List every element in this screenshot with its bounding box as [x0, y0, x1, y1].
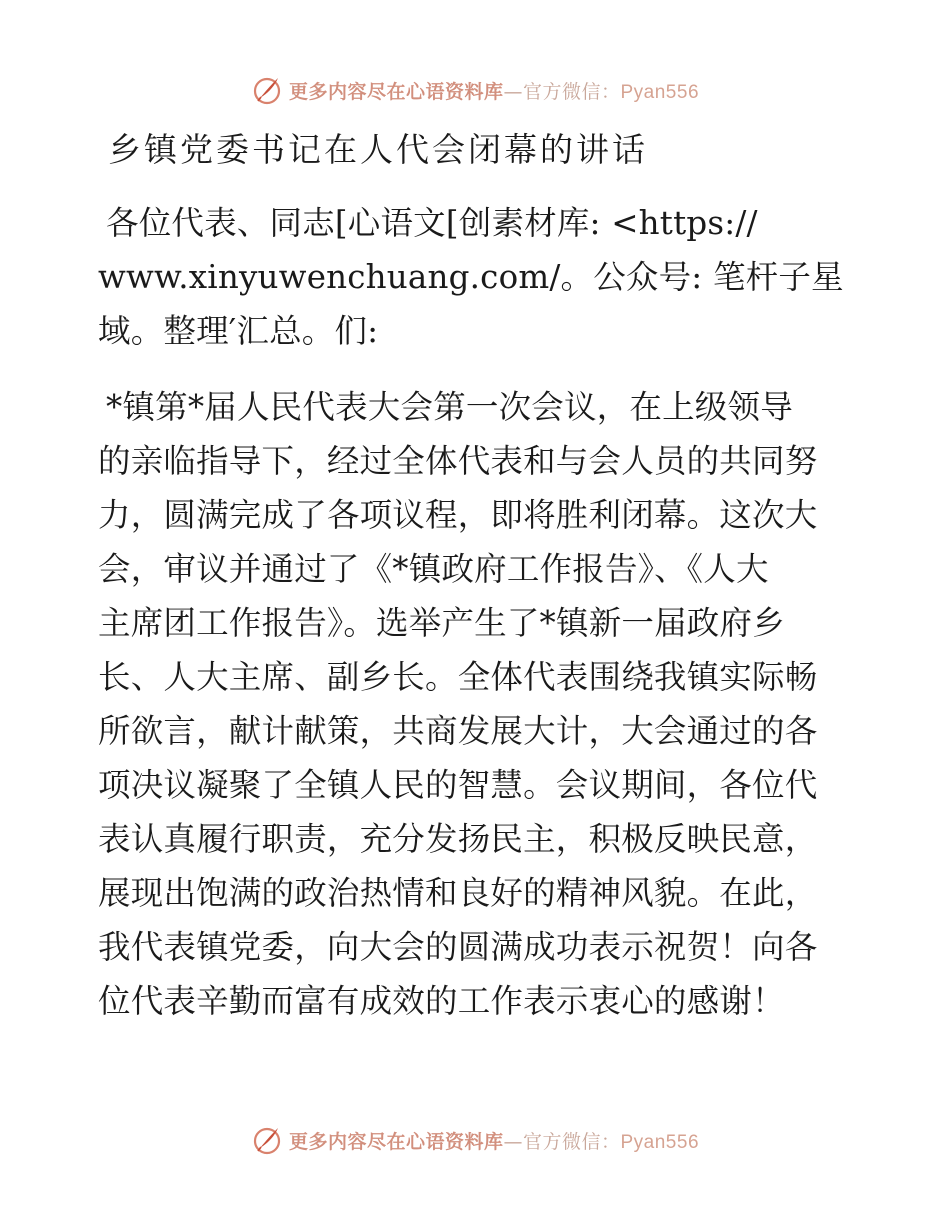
- salutation-line: 各位代表、同志[心语文[创素材库: <https://: [106, 204, 758, 242]
- footer-watermark: [0, 1120, 950, 1160]
- paragraph-line: 位代表辛勤而富有成效的工作表示衷心的感谢！: [98, 982, 785, 1020]
- document-title: 乡镇党委书记在人代会闭幕的讲话: [108, 130, 648, 169]
- watermark-text: 更多内容尽在心语资料库—官方微信：Pyan556: [288, 1130, 700, 1153]
- quill-pen-logo-icon: [251, 74, 283, 106]
- paragraph-line: 会，审议并通过了《*镇政府工作报告》、《人大: [98, 550, 769, 588]
- paragraph-line: 所欲言，献计献策，共商发展大计，大会通过的各: [98, 712, 818, 750]
- paragraph-line: *镇第*届人民代表大会第一次会议，在上级领导: [106, 388, 793, 426]
- header-watermark: [0, 70, 950, 110]
- watermark-text: 更多内容尽在心语资料库—官方微信：Pyan556: [288, 80, 700, 103]
- paragraph-line: 的亲临指导下，经过全体代表和与会人员的共同努: [98, 442, 818, 480]
- paragraph-line: 主席团工作报告》。选举产生了*镇新一届政府乡: [98, 604, 785, 642]
- paragraph-line: 长、人大主席、副乡长。全体代表围绕我镇实际畅: [98, 658, 818, 696]
- paragraph-line: 力，圆满完成了各项议程，即将胜利闭幕。这次大: [98, 496, 818, 534]
- salutation-line: www.xinyuwenchuang.com/。公众号: 笔杆子星: [98, 258, 844, 296]
- document-body: [98, 196, 858, 1028]
- salutation-line: 域。整理′汇总。们:: [98, 312, 379, 350]
- paragraph-line: 表认真履行职责，充分发扬民主，积极反映民意，: [98, 820, 818, 858]
- paragraph-line: 项决议凝聚了全镇人民的智慧。会议期间，各位代: [98, 766, 818, 804]
- paragraph-line: 展现出饱满的政治热情和良好的精神风貌。在此，: [98, 874, 818, 912]
- quill-pen-logo-icon: [251, 1124, 283, 1156]
- paragraph-line: 我代表镇党委，向大会的圆满成功表示祝贺！向各: [98, 928, 818, 966]
